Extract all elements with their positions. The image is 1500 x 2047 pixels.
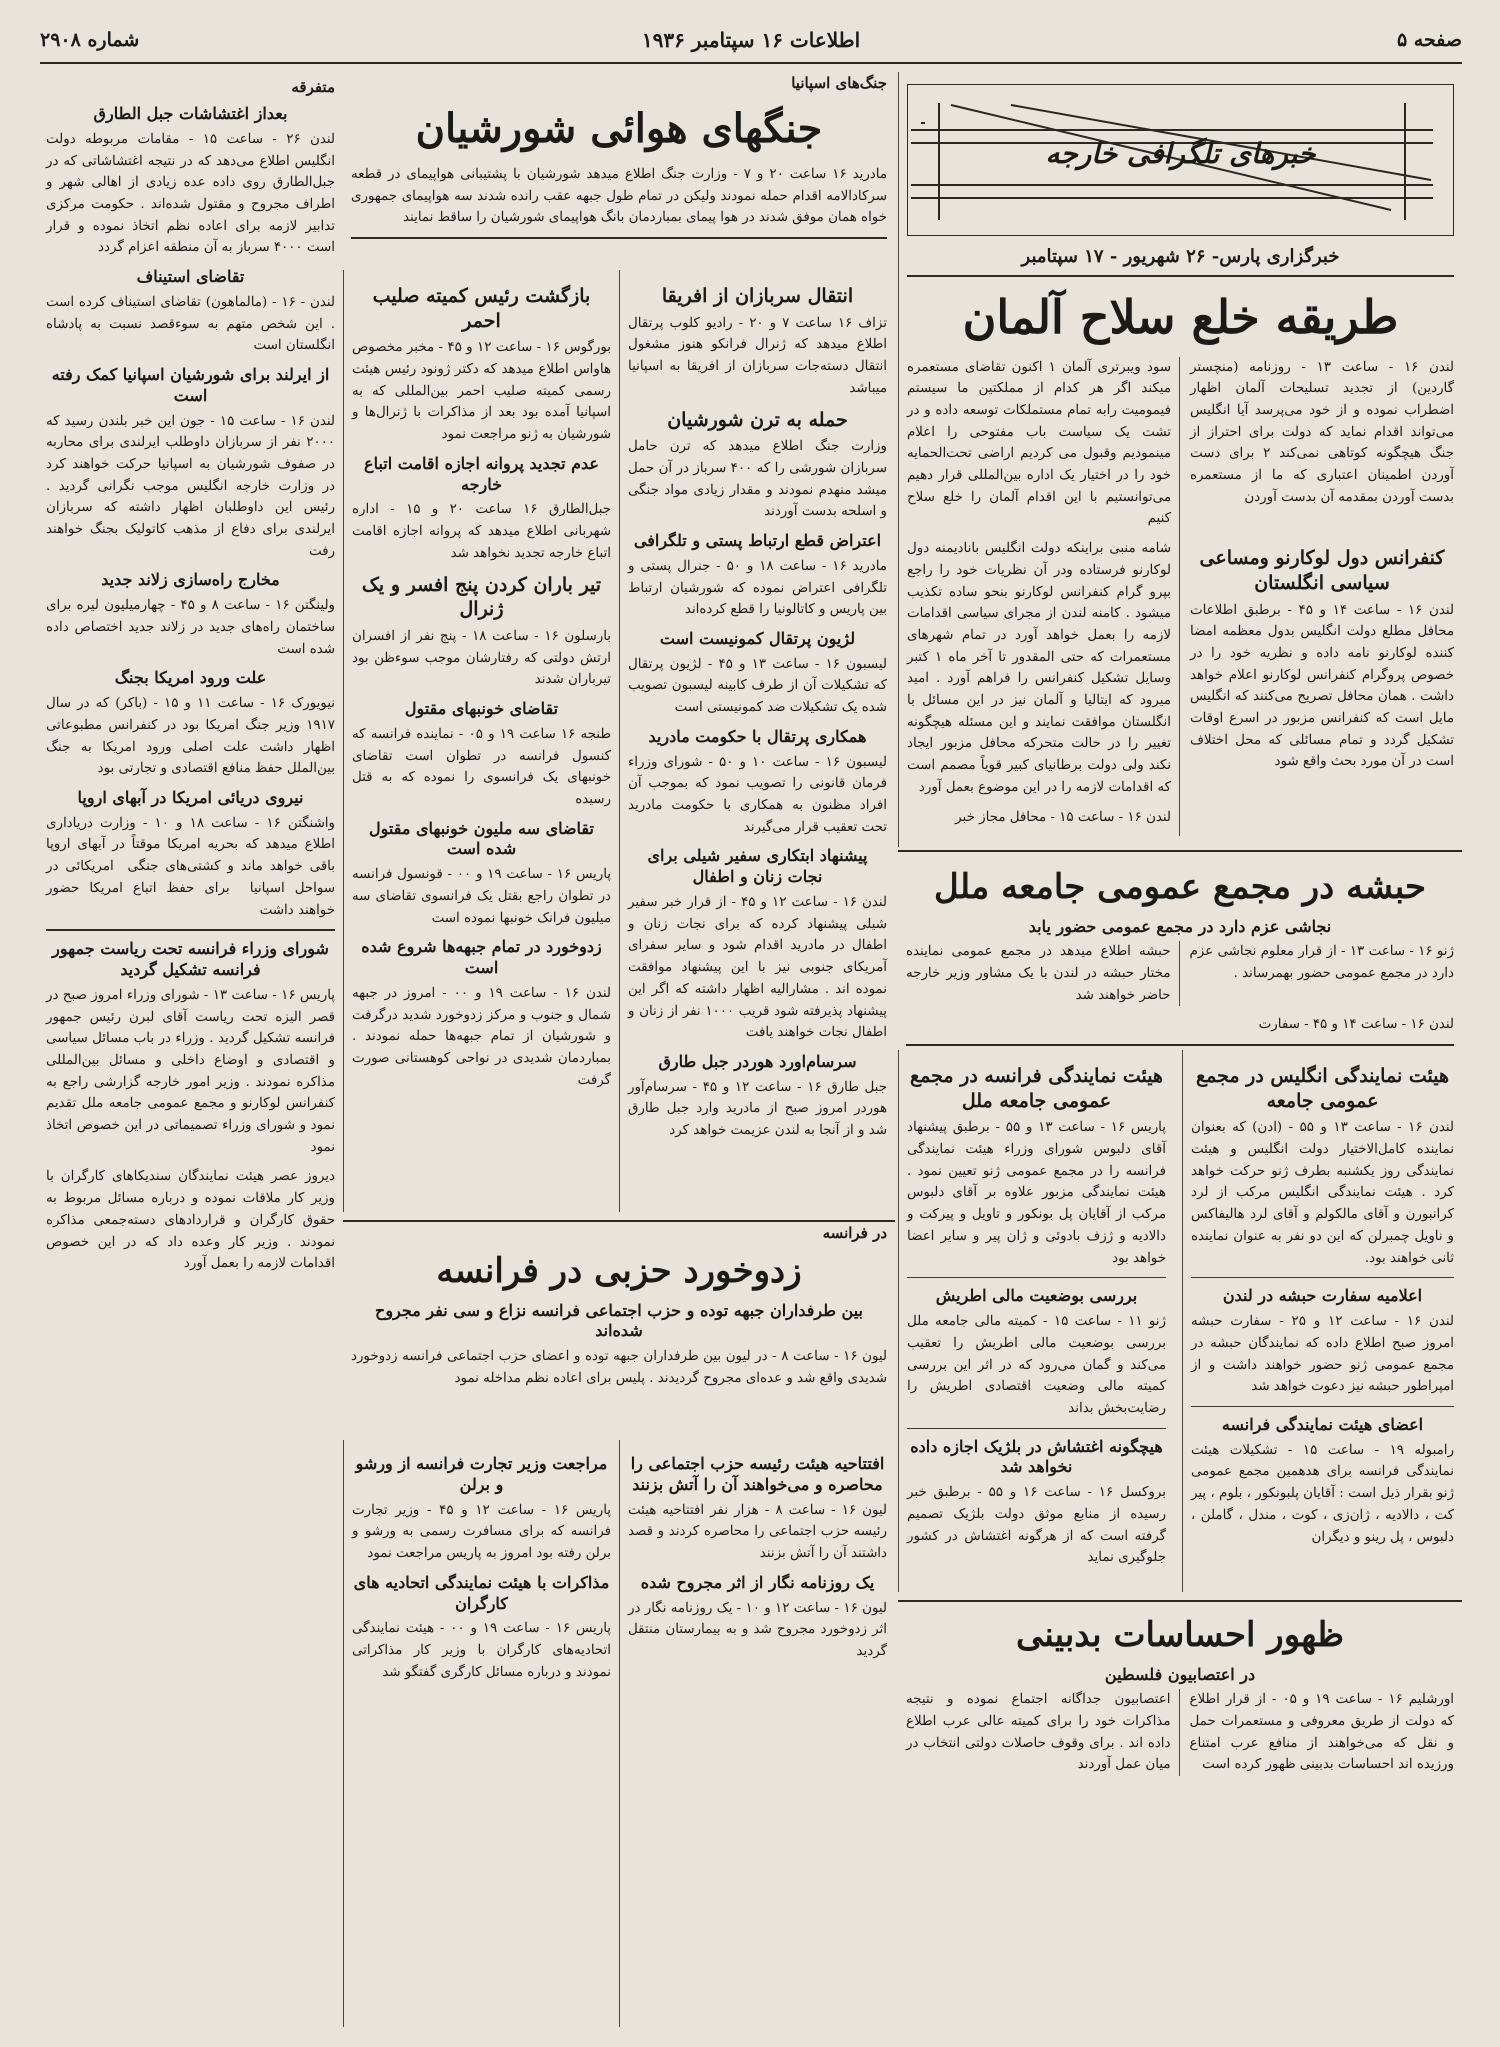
headline-journalist: یک روزنامه نگار از اثر مجروح شده bbox=[640, 1572, 875, 1592]
headline-gibraltar: سرسام‌اورد هوردر جبل طارق bbox=[658, 1051, 857, 1071]
headline-appeal: تقاضای استیناف bbox=[136, 267, 245, 287]
fronts-p: لندن ۱۶ - ساعت ۱۹ و ۰۰ - امروز در جبهه شمال و جنوب و مرکز زدوخورد شدید درگرفت و شورشیان از تمام جبهه‌ها حمله نمودند . بمباردمان شدیدی در نواحی کوهستانی صورت گرفت bbox=[352, 985, 612, 1088]
article-p2: سود ویبرتری آلمان ۱ اکنون تقاضای مستعمره میکند اگر هر کدام از مملکتین ما سیستم فیمومیت رابه تمام مستملکات توسعه داده و در تشت یک سیاست باب مفتوحی را اعلام مینمودیم وقبول می کردیم اراضی تحت‌الحمایه خود را در اختیار یک اداره بین‌المللی قرار دهیم می‌توانستیم با این اقدام آلمان را خلع سلاح کنیم bbox=[907, 359, 1171, 527]
article-p3: شامه منبی براینکه دولت انگلیس بانادیمنه دول لوکارنو فرستاده ودر آن نظریات خود را راجع بپرو گرام کنفرانس لوکارنو بنحو ساده تکذیب میشود . کامنه لندن از مجرای سیاسی اقدامات لازمه را بعمل خواهد آورد در تمام شهرهای مستعمرات که حتی المقدور تا آخر ماه ۱ کتبر وسایل تشکیل کنفرانس را فراهم آورد . امید میرود که ایتالیا و آلمان نیز در این مسائل با انگلستان موافقت نمایند و این مسئله هیچگونه تغییر را در حالت متحرکه محافل مزبور ایجاد نکند ولی دولت برطانیای کبیر قویاً مصمم است که اقدامات لازمه را در این موضوع بعمل آورد bbox=[907, 541, 1171, 795]
legion-p: لیسبون ۱۶ - ساعت ۱۳ و ۴۵ - لژیون پرتقال که تشکیلات آن از طرف کابینه لیسبون تصویب شده یک تشکیلات ضد کمونیستی است bbox=[628, 656, 887, 716]
french-cabinet-p: پاریس ۱۶ - ساعت ۱۳ - شورای وزراء امروز صبح در قصر الیزه تحت ریاست آقای لبرن رئیس جمهور فرانسه تشکیل گردید . وزراء در باب مسائل سیاسی و اقتصادی و اوضاع داخلی و مسائل بین‌المللی مذاکره نمودند . وزیر امور خارجه گزارشی راجع به کنفرانس لوکارنو و مجمع عمومی جامعه ملل تقدیم نمود و شورای وزراء تصمیماتی در این خصوص اتخاذ نمود bbox=[46, 987, 336, 1155]
embassy-p: لندن ۱۶ - ساعت ۱۲ و ۲۵ - سفارت حبشه امروز صبح اطلاع داده که نمایندگان حبشه در مجمع عمومی ژنو حضور خواهند داشت و از امپراطور حبشه نیز دعوت خواهد شد bbox=[1191, 1314, 1454, 1395]
headline-portugal: همکاری پرتقال با حکومت مادرید bbox=[648, 726, 867, 746]
members-p: رامبوله ۱۹ - ساعت ۱۵ - تشکیلات هیئت نمایندگی فرانسه برای هدهمین مجمع عمومی ژنو بقرار ذیل است : آقایان پلبونکور ، بلوم ، پیر کت ، دالادیه ، ژان‌زی ، کوت ، مندل ، گاملن ، دلبوس ، پل رینو و دیگران bbox=[1191, 1442, 1454, 1545]
africa-p: تزاف ۱۶ ساعت ۷ و ۲۰ - رادیو کلوب پرتقال اطلاع میدهد که ژنرال فرانکو هنوز مشغول انتقال دسته‌جات سربازان از افریقا به اسپانیا میباشد bbox=[628, 315, 888, 396]
section-spain: جنگ‌های اسپانیا bbox=[791, 74, 887, 92]
us-navy-p: واشنگتن ۱۶ - ساعت ۱۸ و ۱۰ - وزارت دریاداری اطلاع میدهد که بحریه امریکا موقتاً در آبهای اروپا باقی خواهد ماند و کشتی‌های جنگی ‌ ‌امریکائی در سواحل اسپانیا ‌ ‌برای حفظ اتباع امریکا حضور خواهند داشت bbox=[46, 815, 335, 918]
article-p1: لندن ۱۶ - ساعت ۱۳ - روزنامه (منچستر گاردین) از تجدید تسلیحات آلمان اظهار اضطراب نموده و از خود می‌پرسد آیا انگلیس می‌تواند اقدام نماید که دولت برای احتراز از جنگ هیچگونه کوتاهی نمی‌کند ۲ برای دست آوردن اطمینان اعتباری که ما از مستعمره بدست آوردن بمقدمه آن بدست آوردن bbox=[1190, 359, 1455, 505]
middle-col-a bbox=[619, 270, 895, 1212]
journalist-p: لیون ۱۶ - ساعت ۱۲ و ۱۰ - یک روزنامه نگار در اثر زدوخورد مجروح شد و به بیمارستان منتقل گردید bbox=[628, 1600, 887, 1659]
english-delegation-p: لندن ۱۶ - ساعت ۱۳ و ۵۵ - (ادن) که بعنوان نماینده کامل‌الاختیار دولت انگلیس و هیئت نمایندگی روز یکشنبه بطرف ژنو حرکت خواهد کرد . هیئت نمایندگی انگلیس مرکب از لرد کرانبورن و آقای مالکولم و آقای لرد هالیفاکس و ناویل چمبرلن که این دو نفر به عنوان نماینده ثانی خواهند بود. bbox=[1191, 1120, 1454, 1266]
telegraph-banner bbox=[907, 84, 1454, 236]
trade-minister-p: پاریس ۱۶ - ساعت ۱۲ و ۴۵ - وزیر تجارت فرانسه که برای مسافرت رسمی به ورشو و برلن رفته بود امروز به پاریس مراجعت نمود bbox=[352, 1502, 611, 1561]
headline-us-navy: نیروی دریائی امریکا در آبهای اروپا bbox=[77, 787, 304, 807]
red-cross-p: بورگوس ۱۶ - ساعت ۱۲ و ۴۵ - مخبر مخصوص هاواس اطلاع میدهد که دکتر ژونود رئیس هیئت رسمی کمیته صلیب احمر بین‌المللی که به اسپانیا آمده بود بعد از مذاکرات با ژنرال‌ها و شورشیان به ژنو مراجعت نمود bbox=[352, 340, 612, 443]
new-zealand-p: ولینگتن ۱۶ - ساعت ۸ و ۴۵ - چهارمیلیون لیره برای ساختمان راه‌های جدید در زلاند جدید اختصاص داده شده است bbox=[46, 598, 336, 657]
subheadline-pessimism: در اعتصابیون فلسطین bbox=[1104, 1664, 1256, 1684]
headline-austria: بررسی بوضعیت مالی اطریش bbox=[935, 1286, 1138, 1306]
france-col-b bbox=[343, 1440, 619, 2027]
headline-abyssinia: حبشه در مجمع عمومی جامعه ملل bbox=[934, 867, 1426, 907]
headline-train: حمله به ترن شورشیان bbox=[667, 408, 848, 431]
abyssinia-p2: حبشه اطلاع میدهد در مجمع عمومی نماینده مختار حبشه در لندن با یک مشاور وزیر خارجه حاضر خواهند شد bbox=[906, 941, 1180, 1006]
headline-chile: پیشنهاد ابتکاری سفیر شیلی برای نجات زنان و اطفال bbox=[647, 846, 868, 887]
left-column bbox=[38, 72, 343, 2027]
appeal-p: لندن - ۱۶ - (مالماهون) تقاضای استیناف کرده است . این شخص متهم به سوءقصد نسبت به پادشاه انگلستان است bbox=[46, 294, 335, 354]
headline-gibraltar-unrest: بعداز اغتشاشات جبل الطارق bbox=[93, 104, 288, 123]
bloodmoney-p: طنجه ۱۶ ساعت ۱۹ و ۰۵ - نماینده فرانسه که کنسول فرانسه در تطوان است تقاضای خونبهای یک فرانسوی را نموده که به قتل رسیده bbox=[352, 726, 612, 807]
headline-residence: عدم تجدید پروانه اجازه اقامت اتباع خارجه bbox=[364, 453, 599, 494]
belgium-p: بروکسل ۱۶ - ساعت ۱۶ و ۵۵ - برطبق خبر رسیده از منابع موثق دولت بلژیک تصمیم گرفته است که از هرگونه اغتشاش در کشور جلوگیری نماید bbox=[907, 1485, 1167, 1566]
page-label: صفحه ۵ bbox=[1396, 29, 1462, 51]
date-line: اطلاعات ۱۶ سپتامبر ۱۹۳۶ bbox=[641, 28, 861, 52]
telegraph-p: مادرید ۱۶ - ساعت ۱۸ و ۵۰ - جنرال پستی و تلگرافی اعتراض نموده که شورشیان ارتباط بین پاریس و کاتالونیا را قطع کرده‌اند bbox=[628, 558, 887, 618]
headline-french-delegation: هیئت نمایندگی فرانسه در مجمع عمومی جامعه ملل bbox=[910, 1065, 1163, 1112]
chile-p: لندن ۱۶ - ساعت ۱۲ و ۴۵ - از قرار خبر سفیر شیلی پیشنهاد کرده که برای نجات زنان و اطفال در مادرید اقدام شود و سایر سفرای آمریکای جنوبی نیز با این پیشنهاد موافقت نموده اند . مشارالیه اظهار داشته که اگر این پیشنهاد پذیرفته شود قریب ۱۰۰۰ نفر از زنان و اطفال نجات خواهند یافت bbox=[628, 895, 887, 1041]
abyssinia-p1: ژنو ۱۶ - ساعت ۱۳ - از قرار معلوم نجاشی عزم دارد در مجمع عمومی حضور بهمرساند . bbox=[1189, 944, 1454, 981]
banner-title: خبرهای تلگرافی خارجه bbox=[1045, 137, 1316, 170]
headline-three-million: تقاضای سه ملیون خونبهای مقتول شده است bbox=[369, 818, 594, 859]
headline-legion: لژیون پرتقال کمونیست است bbox=[659, 628, 856, 648]
abyssinia-line: لندن ۱۶ - ساعت ۱۴ و ۴۵ - سفارت bbox=[1258, 1017, 1454, 1033]
issue-number: شماره ۲۹۰۸ bbox=[40, 29, 140, 51]
france-p: لیون ۱۶ - ساعت ۸ - در لیون بین طرفداران جبهه توده و اعضای حزب اجتماعی فرانسه زدوخورد شدیدی واقع شد و عده‌ای مجروح گردیدند . پلیس برای اعاده نظم مداخله نمود bbox=[351, 1349, 887, 1386]
train-p: وزارت جنگ اطلاع میدهد که ترن حامل سربازان شورشی را که ۴۰۰ سرباز در آن حمل میشد منهدم نمودند و مقدار زیادی مواد جنگی و اسلحه بدست آوردند bbox=[628, 439, 887, 520]
america-war-p: نیویورک ۱۶ - ساعت ۱۱ و ۱۵ - (باکر) که در سال ۱۹۱۷ وزیر جنگ امریکا بود در کنفرانس مطبوعاتی اظهار داشت علت اصلی ورود امریکا به جنگ بین‌الملل حفظ منافع اقتصادی و تجارتی بود bbox=[46, 696, 335, 777]
subheadline-abyssinia: نجاشی عزم دارد در مجمع عمومی حضور یابد bbox=[1028, 916, 1332, 936]
headline-belgium: هیچگونه اغتشاش در بلژیک اجازه داده نخواهد شد bbox=[910, 1436, 1163, 1477]
headline-unions: مذاکرات با هیئت نمایندگی اتحادیه های کارگران bbox=[353, 1572, 610, 1613]
headline-locarno: کنفرانس دول لوکارنو ومساعی سیاسی انگلستان bbox=[1199, 547, 1445, 594]
residence-p: جبل‌الطارق ۱۶ ساعت ۲۰ و ۱۵ - اداره شهربانی اطلاع میدهد که پروانه اجازه اقامت اتباع خارجه تجدید نخواهد شد bbox=[352, 502, 612, 561]
headline-pessimism: ظهور احساسات بدبینی bbox=[1015, 1615, 1345, 1655]
headline-america-war: علت ورود امریکا بجنگ bbox=[114, 668, 267, 688]
headline-embassy: اعلامیه سفارت حبشه در لندن bbox=[1222, 1286, 1423, 1306]
gibraltar-unrest-p: لندن ۲۶ - ساعت ۱۵ - مقامات مربوطه دولت انگلیس اطلاع می‌دهد که در نتیجه اغتشاشاتی که در جبل‌الطارق روی داده عده زیادی از اهالی شهر و اطراف مجروح و مقتول شده‌اند . حکومت مرکزی تدابیر لازمه برای اعاده نظم اتخاذ نموده و قرار است ۴۰۰۰ سرباز به آن منطقه اعزام گردد bbox=[46, 131, 336, 256]
headline-telegraph: اعتراض قطع ارتباط پستی و تلگرافی bbox=[633, 531, 882, 550]
headline-ireland: از ایرلند برای شورشیان اسپانیا کمک رفته است bbox=[51, 364, 330, 405]
headline-germany: طریقه خلع سلاح آلمان bbox=[962, 290, 1399, 344]
spain-p1: مادرید ۱۶ ساعت ۲۰ و ۷ - وزارت جنگ اطلاع میدهد شورشیان با پشتیبانی هواپیمای در قطعه سرکادالامه اقدام حمله نمودند ولیکن در تمام طول جبهه عقب رانده شدند سه هواپیمای جمهوری خواه همان موفق شدند در هوا پیمای بمباردمان بانگ هواپیمای شورشیان را ساقط نمایند bbox=[351, 167, 888, 226]
execution-p: بارسلون ۱۶ - ساعت ۱۸ - پنج نفر از افسران ارتش دولتی که رفتارشان موجب سوء‌ظن بود تیرباران شدند bbox=[352, 628, 611, 688]
headline-members: اعضای هیئت نمایندگی فرانسه bbox=[1221, 1414, 1424, 1434]
unions-p: پاریس ۱۶ - ساعت ۱۹ و ۰۰ - هیئت نمایندگی اتحادیه‌های کارگران با وزیر کار مذاکراتی نمودند و درباره مسائل کارگری گفتگو شد bbox=[352, 1621, 611, 1680]
spain-block bbox=[343, 74, 895, 247]
right-column-top bbox=[898, 72, 1462, 847]
agency-line: خبرگزاری پارس- ۲۶ شهریور - ۱۷ سپتامبر bbox=[1021, 246, 1340, 267]
france-col-a bbox=[619, 1440, 895, 2027]
unions-meeting-p: دیروز عصر هیئت نمایندگان سندیکاهای کارگران با وزیر کار ملاقات نموده و درباره مسائل مربوط به حقوق کارگران و قراردادهای دسته‌جمعی مذاکره نمودند . وزیر کار وعده داد که در این خصوص اقدامات لازمه را بعمل آورد bbox=[46, 1169, 335, 1272]
page-header bbox=[40, 18, 1462, 64]
headline-red-cross: بازگشت رئیس کمیته صلیب احمر bbox=[372, 285, 591, 332]
portugal-p: لیسبون ۱۶ - ساعت ۱۰ و ۵۰ - شورای وزراء فرمان قانونی را تصویب نمود که بموجب آن افراد مظنون به همکاری با حکومت مادرید تحت تعقیب قرار می‌گیرند bbox=[628, 754, 887, 835]
headline-france: زدوخورد حزبی در فرانسه bbox=[436, 1251, 802, 1291]
pessimism-p2: اعتصابیون جداگانه اجتماع نموده و نتیجه مذاکرات خود را برای کمیته عالی عرب اطلاع داده اند . برای وقوف حاصلات دولتی انتخاب در میان عمل آوردند bbox=[906, 1689, 1180, 1776]
french-delegation-p: پاریس ۱۶ - ساعت ۱۳ و ۵۵ - برطبق پیشنهاد آقای دلبوس شورای وزراء هیئت نمایندگی فرانسه را در مجمع عمومی ژنو تعیین نمود . هیئت نمایندگی مزبور علاوه بر آقای دلبوس مرکب از آقایان پل بونکور و تاویل و پیرکت و دالادیه و ژزف بادوئی و ژان پیر و سایر اعضا خواهد بود bbox=[907, 1120, 1166, 1266]
section-france: در فرانسه bbox=[822, 1224, 887, 1242]
right-lower-col-a bbox=[1182, 1050, 1462, 1592]
headline-english-delegation: هیئت نمایندگی انگلیس در مجمع عمومی جامعه bbox=[1195, 1065, 1450, 1112]
headline-hq: افتتاحیه هیئت رئیسه حزب اجتماعی را محاصره و می‌خواهند آن را آتش بزنند bbox=[630, 1454, 885, 1494]
middle-col-b bbox=[343, 270, 619, 1212]
right-lower-col-b bbox=[898, 1050, 1174, 1592]
pessimism-block bbox=[898, 1600, 1462, 1784]
section-misc: متفرقه bbox=[291, 78, 335, 96]
headline-execution: تیر باران کردن پنج افسر و یک ژنرال bbox=[361, 573, 602, 621]
austria-p: ژنو ۱۱ - ساعت ۱۵ - کمیته مالی جامعه ملل بررسی بوضعیت مالی اطریش را تعقیب می‌کند و گمان می‌رود که در اثر این بررسی کمیته مالی وضعیت اقتصادی اطریش را رضایت‌بخش بداند bbox=[907, 1314, 1167, 1416]
ireland-p: لندن ۱۶ - ساعت ۱۵ - جون این خبر بلندن رسید که ۲۰۰۰ نفر از سربازان داوطلب ایرلندی برای محاربه در صفوف شورشیان به اسپانیا حرکت خواهند کرد در وزارت خارجه انگلیس موجب نگرانی گردید . رئیس این داوطلبان اظهار داشته که سربازان ایرلندی برای دفاع از مذهب کاتولیک بجنگ خواهند رفت bbox=[46, 413, 335, 559]
three-million-p: پاریس ۱۶ - ساعت ۱۹ و ۰۰ - قونسول فرانسه در تطوان راجع بقتل یک فرانسوی تقاضای سه میلیون فرانک خونبها نموده است bbox=[352, 867, 612, 926]
headline-bloodmoney: تقاضای خونبهای مقتول bbox=[404, 699, 559, 719]
locarno-p: لندن ۱۶ - ساعت ۱۴ و ۴۵ - برطبق اطلاعات محافل مطلع دولت انگلیس بدول معظمه امضا کننده لوکارنو نامه داده و نظریه خود را در خصوص پروگرام کنفرانس لوکارنو اعلام خواهد داشت . همان محافل تصریح می‌کنند که انگلیس مایل است که کنفرانس مزبور در اسرع اوقات تشکیل گردد و تمام مسائلی که محل اختلاف است در آن مورد بحث واقع شود bbox=[1190, 602, 1454, 770]
headline-africa: انتقال سربازان از افریقا bbox=[661, 285, 854, 307]
circles-line: لندن ۱۶ - ساعت ۱۵ - محافل مجاز خبر bbox=[955, 809, 1171, 825]
headline-trade-minister: مراجعت وزیر تجارت فرانسه از ورشو و برلن bbox=[355, 1454, 608, 1494]
subheadline-france: بین طرفداران جبهه توده و حزب اجتماعی فرانسه نزاع و سی نفر مجروح شده‌اند bbox=[375, 1300, 863, 1341]
france-block bbox=[343, 1220, 895, 1398]
headline-french-cabinet: شورای وزراء فرانسه تحت ریاست جمهور فرانسه تشکیل گردید bbox=[52, 939, 329, 980]
hq-p: لیون ۱۶ - ساعت ۸ - هزار نفر افتتاحیه هیئت رئیسه حزب اجتماعی را محاصره کردند و قصد داشتند آن را آتش بزنند bbox=[628, 1502, 887, 1561]
pessimism-p1: اورشلیم ۱۶ - ساعت ۱۹ و ۰۵ - از قرار اطلاع که دولت از طریق معروفی و مستعمرات حمل و نقل که می‌خواهند از منافع عرب امتناع ورزیده اند احساسات بدبینی ظهور کرده است bbox=[1189, 1692, 1455, 1773]
gibraltar-p: جبل طارق ۱۶ - ساعت ۱۲ و ۴۵ - سرسام‌آور هوردر امروز صبح از مادرید وارد جبل طارق شد و از آنجا به لندن عزیمت خواهد کرد bbox=[628, 1079, 887, 1139]
headline-spain: جنگهای هوائی شورشیان bbox=[415, 105, 823, 152]
headline-fronts: زدوخورد در تمام جبهه‌ها شروع شده است bbox=[361, 937, 602, 978]
headline-new-zealand: مخارج راه‌سازی زلاند جدید bbox=[101, 570, 280, 590]
abyssinia-block bbox=[898, 850, 1462, 1054]
